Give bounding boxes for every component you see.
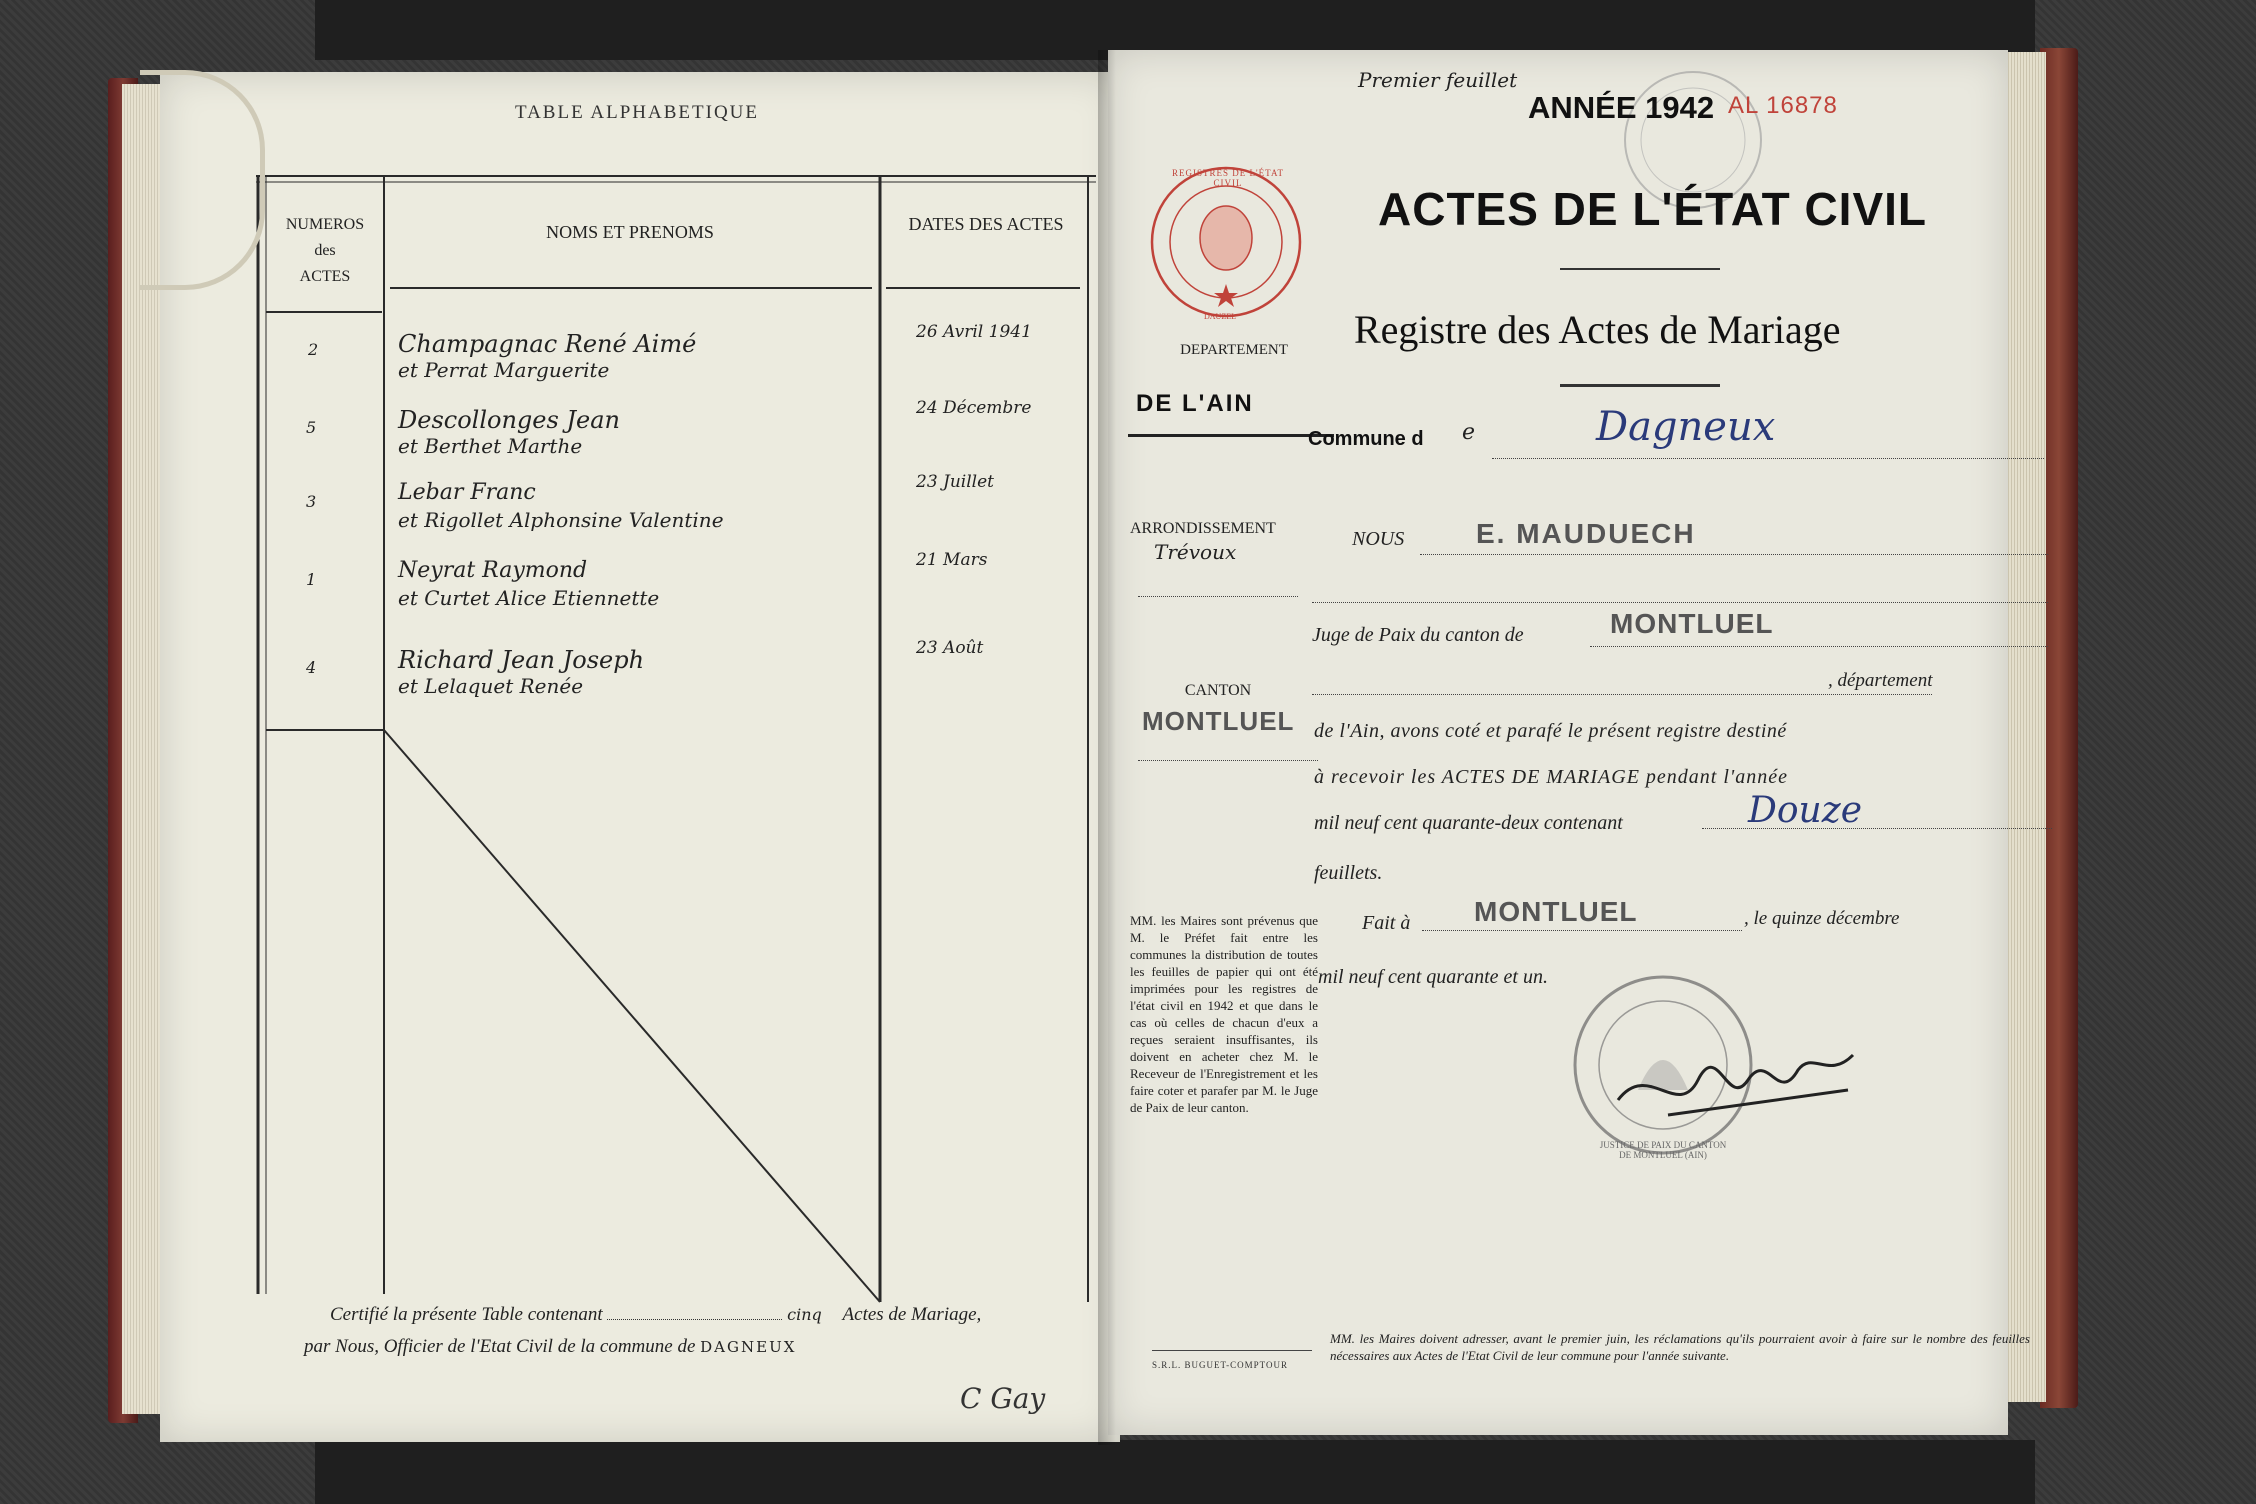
- printer: S.R.L. BUGUET-COMPTOUR: [1152, 1360, 1289, 1370]
- fait-rule: [1422, 930, 1742, 931]
- side-note: MM. les Maires sont prévenus que M. le Préfet fait entre les communes la distribution de toutes les feuilles de papier qui ont été imprimées pour les registres de l'état civil en 1942 et que dans le cas où celles de chacun d'eux a reçues seraient insuffisantes, ils doivent en acheter chez M. le Receveur de l'Enregistrement et les faire coter et parafer par M. le Juge de Paix de leur canton.: [1130, 913, 1318, 1115]
- footer-line-1: [330, 1304, 981, 1326]
- header-numbers: [270, 212, 380, 290]
- canton-rule: [1138, 760, 1318, 761]
- top-note: Premier feuillet: [1358, 68, 1518, 92]
- commune-label: Commune d: [1308, 428, 1424, 450]
- juge-value: MONTLUEL: [1610, 608, 1774, 639]
- arrondissement-rule: [1138, 596, 1298, 597]
- header-dates: DATES DES ACTES: [908, 214, 1064, 234]
- row-number: 5: [306, 418, 317, 437]
- title-rule: [1560, 268, 1720, 270]
- left-page: [160, 72, 1120, 1442]
- bookmark-ribbon: [140, 70, 265, 290]
- footer-line-2: [304, 1336, 796, 1358]
- fait-label: Fait à: [1362, 912, 1411, 934]
- row-date: 21 Mars: [916, 550, 988, 570]
- blank-rule: [1312, 602, 2048, 603]
- body-line-1: de l'Ain, avons coté et parafé le présent registre destiné: [1314, 720, 1787, 742]
- seal-text: REGISTRES DE L'ÉTAT CIVIL: [1172, 168, 1284, 188]
- row-number: 1: [306, 570, 317, 589]
- row-name-2: et Curtet Alice Etiennette: [398, 586, 660, 610]
- nous-label: NOUS: [1352, 528, 1405, 550]
- arrondissement-value: Trévoux: [1154, 540, 1237, 564]
- departement-label: DEPARTEMENT: [1180, 342, 1288, 358]
- row-name-1: Descollonges Jean: [398, 406, 621, 434]
- row-date: 26 Avril 1941: [916, 322, 1032, 342]
- row-name-2: et Perrat Marguerite: [398, 358, 610, 382]
- commune-value: Dagneux: [1596, 404, 1776, 450]
- commune-rule: [1492, 458, 2044, 459]
- printer-rule: [1152, 1350, 1312, 1351]
- footer-text-a: Certifié la présente Table contenant: [330, 1304, 603, 1325]
- header-numbers-line2: des: [314, 242, 336, 259]
- footer-text-c: par Nous, Officier de l'Etat Civil de la commune de: [304, 1336, 696, 1357]
- departement-rule: [1128, 434, 1334, 437]
- row-number: 4: [306, 658, 317, 677]
- fait-value: MONTLUEL: [1474, 896, 1638, 927]
- row-name-1: Lebar Franc: [398, 480, 536, 505]
- arrondissement-label: ARRONDISSEMENT: [1130, 520, 1276, 537]
- header-numbers-line1: NUMEROS: [285, 216, 365, 233]
- row-date: 23 Juillet: [916, 472, 995, 492]
- body-line-2: à recevoir les ACTES DE MARIAGE pendant l'année: [1314, 766, 1788, 788]
- departement-value: DE L'AIN: [1136, 390, 1254, 417]
- row-number: 3: [306, 492, 317, 511]
- footer-blank: [607, 1319, 782, 1320]
- juge-label: Juge de Paix du canton de: [1312, 624, 1524, 646]
- body-line-3: mil neuf cent quarante-deux contenant: [1314, 812, 1623, 834]
- row-date: 23 Août: [916, 638, 984, 658]
- footer-commune: DAGNEUX: [700, 1338, 797, 1356]
- signature-mark: [1608, 1010, 1868, 1140]
- year-label: ANNÉE 1942: [1528, 90, 1715, 125]
- left-signature: C Gay: [960, 1382, 1046, 1415]
- main-title: ACTES DE L'ÉTAT CIVIL: [1378, 183, 1928, 235]
- subtitle-rule: [1560, 384, 1720, 387]
- canton-value: MONTLUEL: [1142, 706, 1295, 736]
- row-name-2: et Rigollet Alphonsine Valentine: [398, 508, 724, 532]
- seal-bottom: DAUZEL: [1204, 312, 1236, 321]
- footer-text-b: Actes de Mariage,: [842, 1304, 982, 1325]
- header-names: NOMS ET PRENOMS: [546, 222, 714, 242]
- canton-label: CANTON: [1184, 682, 1252, 699]
- row-name-1: Richard Jean Joseph: [398, 646, 645, 674]
- nous-value: E. MAUDUECH: [1476, 518, 1696, 549]
- feuillets-value: Douze: [1748, 790, 1862, 831]
- body-line-5: mil neuf cent quarante et un.: [1318, 966, 1548, 988]
- row-number: 2: [308, 340, 319, 359]
- book-gutter: [1098, 50, 1128, 1445]
- background-bottom: [315, 1440, 2035, 1504]
- row-name-2: et Berthet Marthe: [398, 434, 583, 458]
- juge-rule: [1590, 646, 2048, 647]
- header-numbers-line3: ACTES: [299, 268, 351, 285]
- bottom-note: MM. les Maires doivent adresser, avant le premier juin, les réclamations qu'ils pourraient avoir à faire sur le nombre des feuilles nécessaires aux Actes de l'Etat Civil de leur commune pour l'année suivante.: [1330, 1331, 2030, 1363]
- commune-suffix: e: [1462, 420, 1476, 445]
- fait-suffix: , le quinze décembre: [1744, 908, 1900, 929]
- right-page: [1108, 50, 2030, 1435]
- row-date: 24 Décembre: [916, 398, 1032, 418]
- body-line-4: feuillets.: [1314, 862, 1383, 884]
- row-name-1: Neyrat Raymond: [398, 558, 588, 583]
- row-name-2: et Lelaquet Renée: [398, 674, 584, 698]
- departement-suffix: , département: [1828, 670, 1933, 691]
- nous-rule: [1420, 554, 2048, 555]
- footer-count: cinq: [787, 1305, 822, 1324]
- row-name-1: Champagnac René Aimé: [398, 330, 697, 358]
- table-title: TABLE ALPHABETIQUE: [515, 102, 759, 123]
- stamp-number: AL 16878: [1728, 92, 1838, 119]
- departement-blank-rule: [1312, 694, 1932, 695]
- justice-seal-text: JUSTICE DE PAIX DU CANTON DE MONTLUEL (AIN): [1599, 1140, 1727, 1160]
- subtitle: Registre des Actes de Mariage: [1354, 307, 1841, 352]
